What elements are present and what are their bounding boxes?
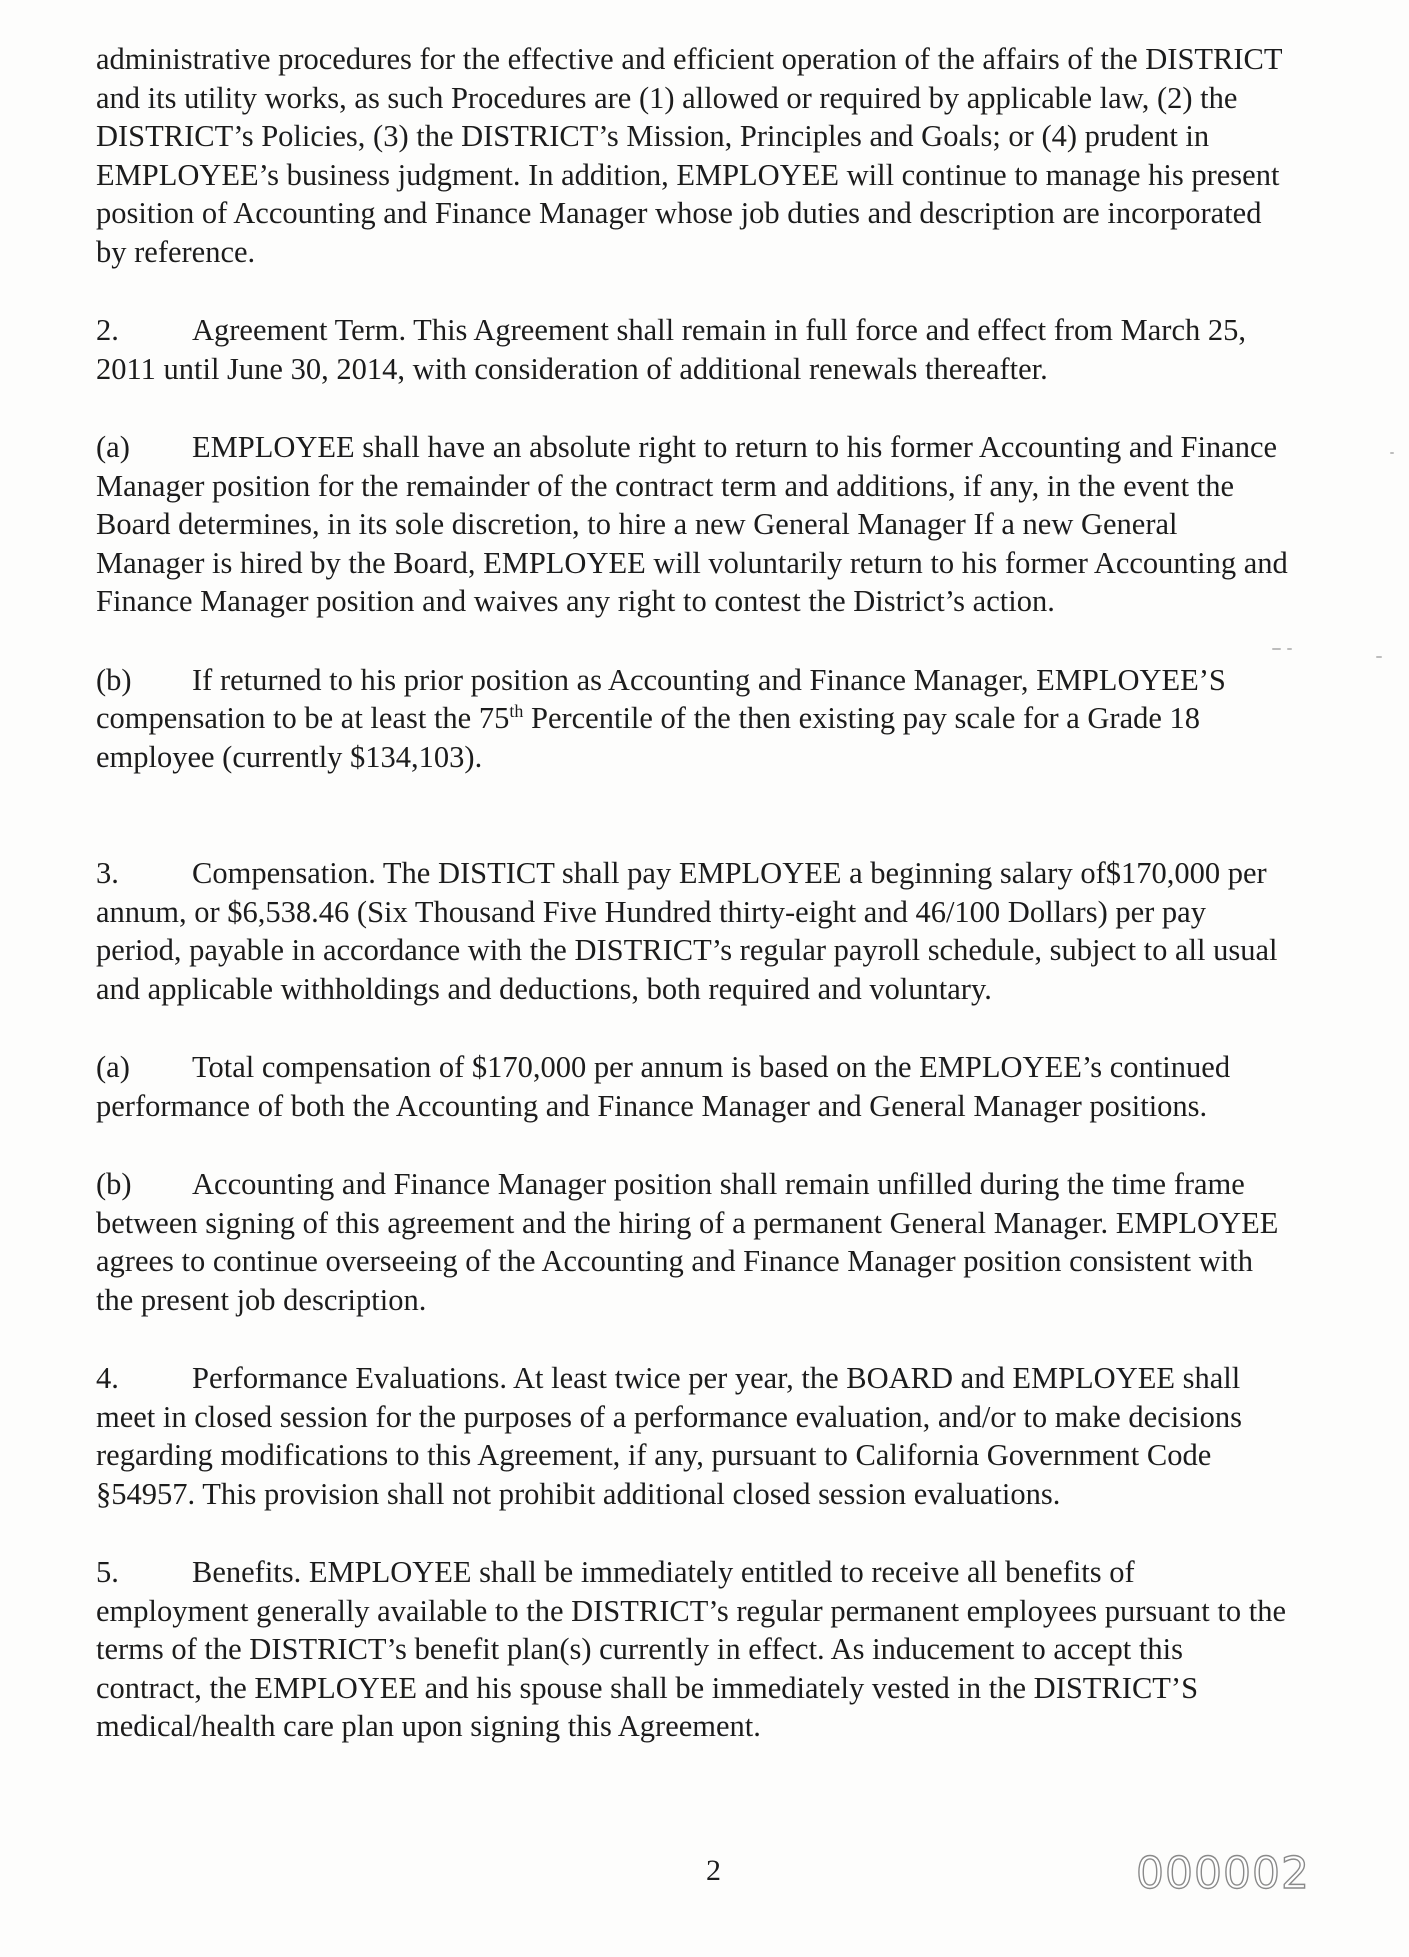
section-heading-line: Compensation. The DISTICT shall pay EMPLOYEE a beginning salary of$170,000 per: [192, 856, 1267, 890]
text-span: EMPLOYEE shall have an absolute right to return to his former Accounting and Finance: [192, 430, 1278, 464]
text-line: [96, 854, 1384, 893]
text-line: performance of both the Accounting and Finance Manager and General Manager positions.: [96, 1088, 1208, 1123]
text-span: If returned to his prior position as Accounting and Finance Manager, EMPLOYEE’S: [192, 662, 1226, 697]
text-line: [96, 699, 1384, 738]
section-3-compensation: [96, 854, 1384, 1008]
text-line: medical/health care plan upon signing this Agreement.: [96, 1709, 761, 1743]
text-span: Accounting and Finance Manager position shall remain unfilled during the time frame: [192, 1167, 1245, 1201]
text-line: agrees to continue overseeing of the Accounting and Finance Manager position consistent with: [96, 1244, 1254, 1278]
text-line: DISTRICT’s Policies, (3) the DISTRICT’s Mission, Principles and Goals; or (4) prudent in: [96, 119, 1210, 153]
section-2-agreement-term: [96, 311, 1384, 388]
text-line: and applicable withholdings and deductions, both required and voluntary.: [96, 971, 992, 1006]
text-line: 2011 until June 30, 2014, with consideration of additional renewals thereafter.: [96, 351, 1048, 386]
text-line: by reference.: [96, 234, 256, 269]
text-line: [96, 1048, 1384, 1087]
text-line: [96, 428, 1384, 467]
text-line: [96, 661, 1384, 700]
text-span: Percentile of the then existing pay scale for a Grade 18: [523, 701, 1201, 735]
subsection-label: (b): [96, 1167, 132, 1201]
text-line: EMPLOYEE’s business judgment. In addition, EMPLOYEE will continue to manage his present: [96, 157, 1280, 192]
text-line: Board determines, in its sole discretion, to hire a new General Manager If a new General: [96, 507, 1178, 541]
section-2a-return-right: [96, 428, 1384, 621]
subsection-label: (b): [96, 662, 132, 697]
section-heading-line: Benefits. EMPLOYEE shall be immediately entitled to receive all benefits of: [192, 1555, 1135, 1589]
section-5-benefits: [96, 1553, 1384, 1746]
text-line: [96, 311, 1384, 350]
section-number: 2.: [96, 313, 119, 347]
section-2b-compensation-on-return: [96, 661, 1384, 777]
text-line: regarding modifications to this Agreement, if any, pursuant to California Government Code: [96, 1438, 1212, 1472]
section-heading-line: Performance Evaluations. At least twice per year, the BOARD and EMPLOYEE shall: [192, 1361, 1241, 1395]
text-line: §54957. This provision shall not prohibit additional closed session evaluations.: [96, 1476, 1061, 1511]
text-line: annum, or $6,538.46 (Six Thousand Five Hundred thirty-eight and 46/100 Dollars) per pay: [96, 894, 1206, 929]
text-line: administrative procedures for the effective and efficient operation of the affairs of the DISTRICT: [96, 42, 1283, 76]
text-line: [96, 1359, 1384, 1398]
ordinal-superscript: th: [509, 700, 524, 721]
scan-speck: [1376, 656, 1382, 658]
bates-number-stamp: 000002: [1136, 1848, 1310, 1899]
page-number: 2: [706, 1854, 721, 1887]
section-3a-total-compensation: [96, 1048, 1384, 1125]
document-body: [96, 40, 1384, 1746]
text-line: employee (currently $134,103).: [96, 739, 483, 774]
scan-speck: [1390, 452, 1394, 454]
text-line: Manager position for the remainder of the contract term and additions, if any, in the event the: [96, 468, 1235, 503]
scan-speck: [1287, 648, 1292, 650]
text-line: meet in closed session for the purposes of a performance evaluation, and/or to make decisions: [96, 1399, 1242, 1434]
text-line: [96, 1165, 1384, 1204]
section-number: 5.: [96, 1555, 119, 1589]
subsection-label: (a): [96, 430, 130, 464]
text-span: Total compensation of $170,000 per annum is based on the EMPLOYEE’s continued: [192, 1050, 1231, 1084]
text-line: terms of the DISTRICT’s benefit plan(s) currently in effect. As inducement to accept this: [96, 1632, 1183, 1666]
text-line: Manager is hired by the Board, EMPLOYEE will voluntarily return to his former Accounting and: [96, 545, 1288, 580]
text-line: between signing of this agreement and the hiring of a permanent General Manager. EMPLOYEE: [96, 1205, 1279, 1240]
text-line: the present job description.: [96, 1282, 427, 1317]
section-number: 3.: [96, 856, 119, 890]
text-line: period, payable in accordance with the DISTRICT’s regular payroll schedule, subject to all usual: [96, 933, 1278, 967]
section-4-performance-evaluations: [96, 1359, 1384, 1513]
text-line: employment generally available to the DISTRICT’s regular permanent employees pursuant to the: [96, 1593, 1286, 1628]
section-3b-position-unfilled: [96, 1165, 1384, 1319]
subsection-label: (a): [96, 1050, 130, 1084]
scan-speck: [1272, 648, 1281, 650]
section-number: 4.: [96, 1361, 119, 1395]
intro-paragraph: [96, 40, 1384, 271]
text-span: compensation to be at least the 75: [96, 701, 510, 735]
text-line: contract, the EMPLOYEE and his spouse shall be immediately vested in the DISTRICT’S: [96, 1670, 1199, 1705]
text-line: [96, 1553, 1384, 1592]
text-line: position of Accounting and Finance Manager whose job duties and description are incorporated: [96, 196, 1262, 230]
text-line: Finance Manager position and waives any right to contest the District’s action.: [96, 584, 1055, 618]
section-heading-line: Agreement Term. This Agreement shall remain in full force and effect from March 25,: [192, 313, 1246, 347]
text-line: and its utility works, as such Procedures are (1) allowed or required by applicable law, (2) the: [96, 80, 1238, 115]
